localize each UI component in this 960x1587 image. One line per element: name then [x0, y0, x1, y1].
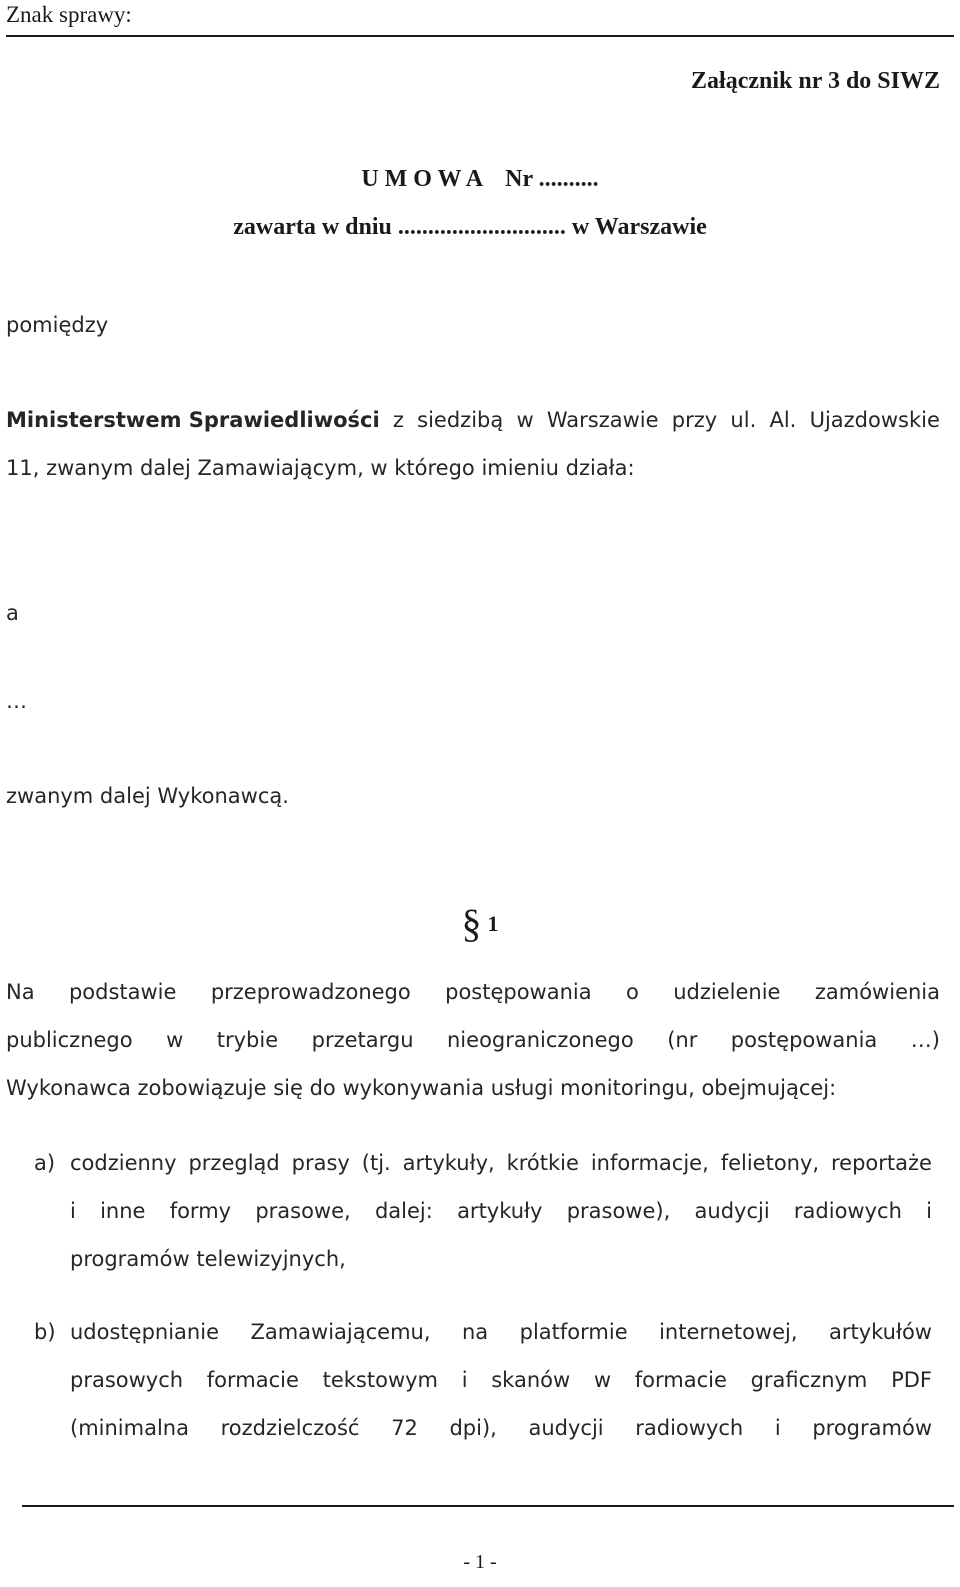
section-word: Na — [6, 980, 35, 1004]
section-line-3: Wykonawca zobowiązuje się do wykonywania usługi monitoringu, obejmującej: — [6, 1076, 837, 1100]
item-word: (minimalna — [70, 1416, 189, 1440]
item-word: PDF — [891, 1368, 932, 1392]
item-word: skanów — [491, 1368, 571, 1392]
item-word: platformie — [519, 1320, 628, 1344]
item-word: graficznym — [750, 1368, 868, 1392]
section-word: podstawie — [68, 980, 177, 1004]
item-word: formy — [169, 1199, 232, 1223]
section-word: postępowania — [730, 1028, 878, 1052]
item-word: tekstowym — [322, 1368, 439, 1392]
item-word: w — [593, 1368, 612, 1392]
party1-word: ul. — [730, 408, 757, 432]
item-b-line-2 — [70, 1368, 932, 1392]
item-word: i — [70, 1199, 76, 1223]
item-word: radiowych — [635, 1416, 744, 1440]
contractor-placeholder: … — [6, 689, 27, 713]
item-word: dpi), — [449, 1416, 497, 1440]
item-word: prasowych — [70, 1368, 184, 1392]
section-word: przetargu — [311, 1028, 414, 1052]
and-text: a — [6, 601, 19, 625]
contract-number: Nr .......... — [505, 166, 599, 192]
item-word: artykuły, — [402, 1151, 495, 1175]
party1-word: Ujazdowskie — [809, 408, 940, 432]
footer-rule — [22, 1505, 954, 1507]
item-b-line-3 — [70, 1416, 932, 1440]
header-rule — [6, 35, 954, 37]
section-word: publicznego — [6, 1028, 133, 1052]
section-word: trybie — [216, 1028, 279, 1052]
item-word: radiowych — [793, 1199, 902, 1223]
item-word: audycji — [528, 1416, 604, 1440]
item-word: informacje, — [590, 1151, 709, 1175]
item-word: felietony, — [720, 1151, 820, 1175]
item-word: rozdzielczość — [220, 1416, 360, 1440]
section-word: zamówienia — [814, 980, 940, 1004]
contract-subtitle: zawarta w dniu ............................ w Warszawie — [233, 214, 707, 240]
item-word: artykułów — [829, 1320, 932, 1344]
item-word: prasowe, — [255, 1199, 351, 1223]
item-word: i — [774, 1416, 781, 1440]
party1-name: Ministerstwem Sprawiedliwości — [6, 408, 380, 432]
item-a-line-3: programów telewizyjnych, — [70, 1247, 346, 1271]
item-word: Zamawiającemu, — [250, 1320, 431, 1344]
section-word: udzielenie — [673, 980, 781, 1004]
item-word: na — [461, 1320, 489, 1344]
section-line-1 — [6, 980, 940, 1004]
item-word: formacie — [206, 1368, 299, 1392]
annex-label: Załącznik nr 3 do SIWZ — [691, 68, 940, 94]
item-b-line-1 — [70, 1320, 932, 1344]
item-word: inne — [100, 1199, 146, 1223]
section-word: przeprowadzonego — [210, 980, 411, 1004]
party1-word: Al. — [769, 408, 797, 432]
party1-line-2: 11, zwanym dalej Zamawiającym, w którego imieniu działa: — [6, 456, 635, 480]
section-heading — [0, 900, 960, 947]
item-word: prasowe), — [566, 1199, 671, 1223]
item-word: prasy — [291, 1151, 350, 1175]
item-word: audycji — [694, 1199, 770, 1223]
page-number: - 1 - — [463, 1551, 497, 1573]
item-word: i — [926, 1199, 932, 1223]
item-marker-a: a) — [34, 1151, 56, 1175]
section-word: …) — [910, 1028, 940, 1052]
item-word: 72 — [391, 1416, 418, 1440]
section-number: 1 — [487, 911, 499, 936]
item-marker-b: b) — [34, 1320, 56, 1344]
party1-word: w — [516, 408, 534, 432]
section-word: nieograniczonego — [447, 1028, 634, 1052]
item-word: reportaże — [831, 1151, 932, 1175]
party1-line-1 — [6, 408, 940, 432]
between-text: pomiędzy — [6, 313, 109, 337]
item-word: internetowej, — [659, 1320, 798, 1344]
item-word: krótkie — [506, 1151, 579, 1175]
section-word: w — [166, 1028, 184, 1052]
case-label: Znak sprawy: — [6, 2, 132, 27]
party1-word: z — [392, 408, 404, 432]
section-word: o — [626, 980, 639, 1004]
item-word: udostępnianie — [70, 1320, 219, 1344]
section-word: postępowania — [445, 980, 592, 1004]
item-word: i — [461, 1368, 468, 1392]
section-word: (nr — [667, 1028, 698, 1052]
item-a-line-2 — [70, 1199, 932, 1223]
item-word: programów — [812, 1416, 932, 1440]
item-word: formacie — [634, 1368, 727, 1392]
item-word: artykuły — [457, 1199, 543, 1223]
section-symbol: § — [461, 901, 482, 946]
contractor-text: zwanym dalej Wykonawcą. — [6, 784, 289, 808]
contract-title — [0, 166, 960, 193]
item-word: dalej: — [374, 1199, 433, 1223]
section-line-2 — [6, 1028, 940, 1052]
party1-word: Warszawie — [546, 408, 659, 432]
party1-word: przy — [671, 408, 718, 432]
item-word: codzienny — [70, 1151, 177, 1175]
party1-word: siedzibą — [417, 408, 504, 432]
contract-title-main: U M O W A — [361, 166, 484, 192]
item-a-line-1 — [70, 1151, 932, 1175]
item-word: przegląd — [188, 1151, 280, 1175]
item-word: (tj. — [361, 1151, 391, 1175]
